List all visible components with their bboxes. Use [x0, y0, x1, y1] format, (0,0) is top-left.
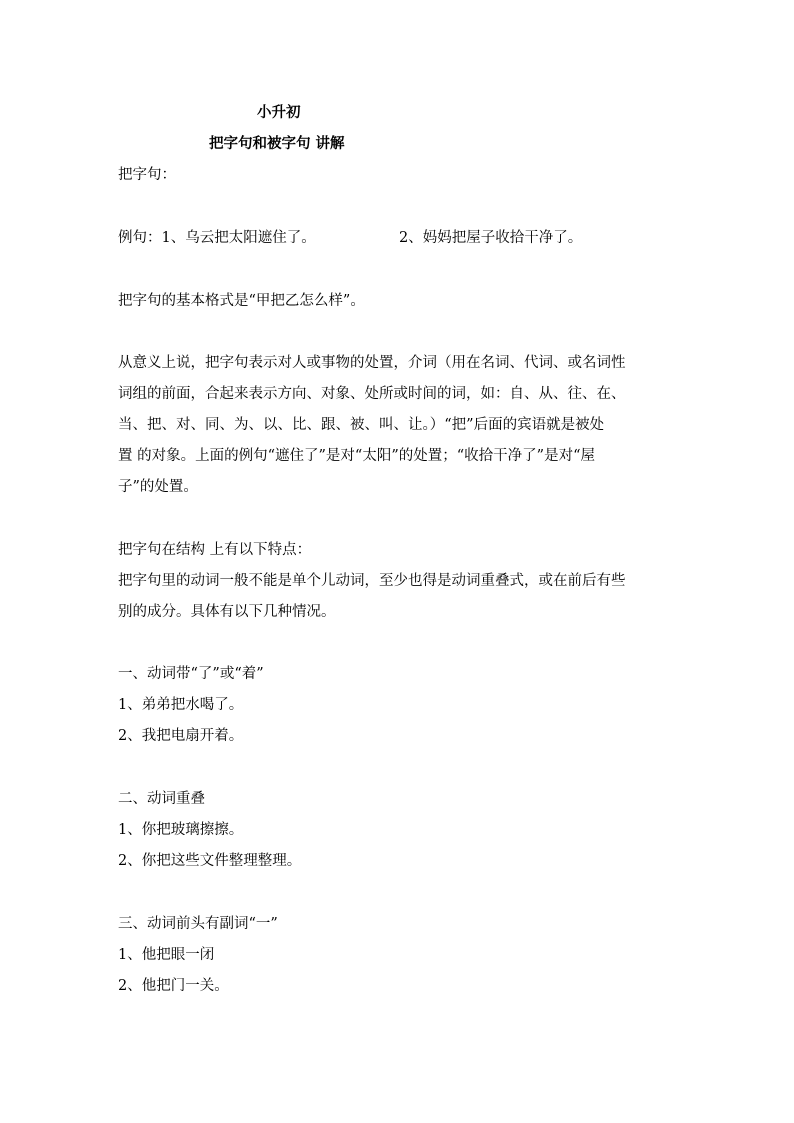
case1-heading: 一、动词带“了”或“着” — [118, 666, 264, 682]
meaning-paragraph-line: 当、把、对、同、为、以、比、跟、被、叫、让。）“把”后面的宾语就是被处 — [118, 417, 605, 433]
meaning-paragraph-line: 子”的处置。 — [118, 479, 198, 495]
meaning-paragraph-line: 置 的对象。上面的例句“遮住了”是对“太阳”的处置；“收拾干净了”是对“屋 — [118, 448, 595, 464]
example-sentence-1: 例句：1、乌云把太阳遮住了。 — [118, 230, 316, 246]
example-sentence-2: 2、妈妈把屋子收拾干净了。 — [399, 230, 583, 246]
case3-example-2: 2、他把门一关。 — [118, 978, 229, 994]
meaning-paragraph-line: 从意义上说，把字句表示对人或事物的处置，介词（用在名词、代词、或名词性 — [118, 355, 626, 371]
case2-heading: 二、动词重叠 — [118, 791, 205, 807]
basic-format-text: 把字句的基本格式是“甲把乙怎么样”。 — [118, 293, 365, 309]
case1-example-1: 1、弟弟把水喝了。 — [118, 697, 244, 713]
doc-title-small: 小升初 — [257, 104, 301, 121]
section-label: 把字句： — [118, 167, 176, 183]
case3-example-1: 1、他把眼一闭 — [118, 947, 215, 963]
structure-title: 把字句在结构 上有以下特点： — [118, 542, 312, 558]
structure-paragraph-line: 别的成分。具体有以下几种情况。 — [118, 604, 336, 620]
case2-example-2: 2、你把这些文件整理整理。 — [118, 853, 302, 869]
meaning-paragraph-line: 词组的前面，合起来表示方向、对象、处所或时间的词，如：自、从、往、在、 — [118, 386, 626, 402]
case3-heading: 三、动词前头有副词“一” — [118, 916, 278, 932]
structure-paragraph-line: 把字句里的动词一般不能是单个儿动词，至少也得是动词重叠式，或在前后有些 — [118, 573, 626, 589]
case2-example-1: 1、你把玻璃擦擦。 — [118, 822, 244, 838]
case1-example-2: 2、我把电扇开着。 — [118, 728, 244, 744]
doc-title-main: 把字句和被字句 讲解 — [209, 135, 345, 152]
